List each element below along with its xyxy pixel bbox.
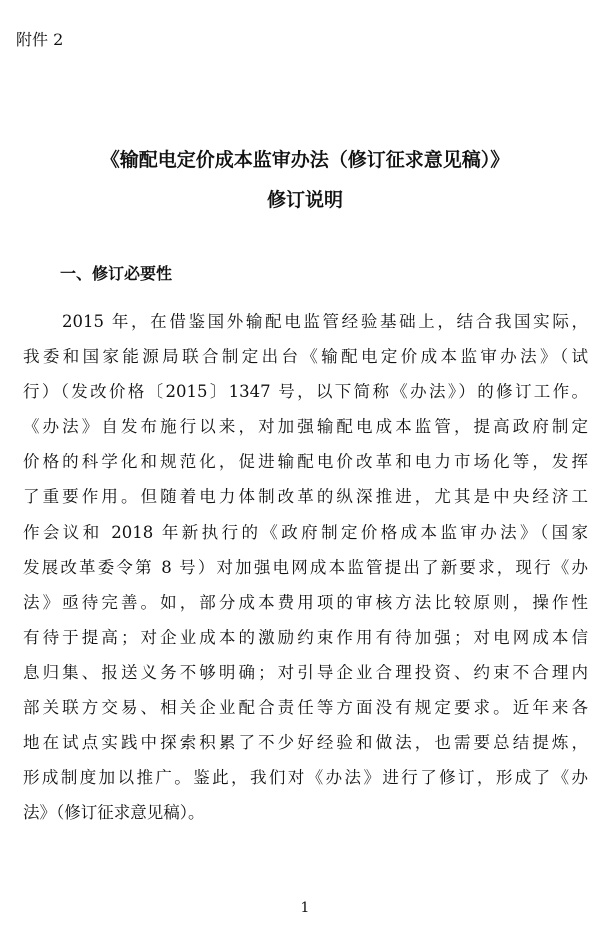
- paragraph-line: 《办法》自发布施行以来，对加强输配电成本监管，提高政府制定: [23, 417, 588, 437]
- paragraph-line: 作会议和 2018 年新执行的《政府制定价格成本监审办法》（国家: [23, 522, 588, 542]
- paragraph-line: 发展改革委令第 8 号）对加强电网成本监管提出了新要求，现行《办: [23, 557, 588, 577]
- paragraph-line: 地在试点实践中探索积累了不少好经验和做法，也需要总结提炼，: [23, 733, 588, 753]
- paragraph-line: 了重要作用。但随着电力体制改革的纵深推进，尤其是中央经济工: [23, 487, 588, 507]
- paragraph-line: 形成制度加以推广。鉴此，我们对《办法》进行了修订，形成了《办: [23, 768, 588, 788]
- attachment-label: 附件 2: [16, 30, 64, 49]
- paragraph-line: 息归集、报送义务不够明确；对引导企业合理投资、约束不合理内: [23, 662, 588, 682]
- paragraph-line: 法》亟待完善。如，部分成本费用项的审核方法比较原则，操作性: [23, 592, 588, 612]
- paragraph-line: 法》（修订征求意见稿）。: [23, 803, 205, 823]
- paragraph-line: 我委和国家能源局联合制定出台《输配电定价成本监审办法》（试: [23, 347, 588, 367]
- paragraph-line: 部关联方交易、相关企业配合责任等方面没有规定要求。近年来各: [23, 698, 588, 718]
- section-heading: 一、修订必要性: [60, 264, 173, 283]
- paragraph-line: 有待于提高；对企业成本的激励约束作用有待加强；对电网成本信: [23, 627, 588, 647]
- document-title: 《输配电定价成本监审办法（修订征求意见稿）》: [100, 149, 510, 171]
- body-paragraph: [23, 304, 588, 830]
- paragraph-line: 价格的科学化和规范化，促进输配电价改革和电力市场化等，发挥: [23, 452, 588, 472]
- document-subtitle: 修订说明: [266, 189, 343, 211]
- page-number: 1: [300, 900, 310, 916]
- paragraph-line: 行）（发改价格〔2015〕1347 号，以下简称《办法》）的修订工作。: [23, 382, 588, 402]
- paragraph-line: 2015 年，在借鉴国外输配电监管经验基础上，结合我国实际，: [62, 312, 588, 331]
